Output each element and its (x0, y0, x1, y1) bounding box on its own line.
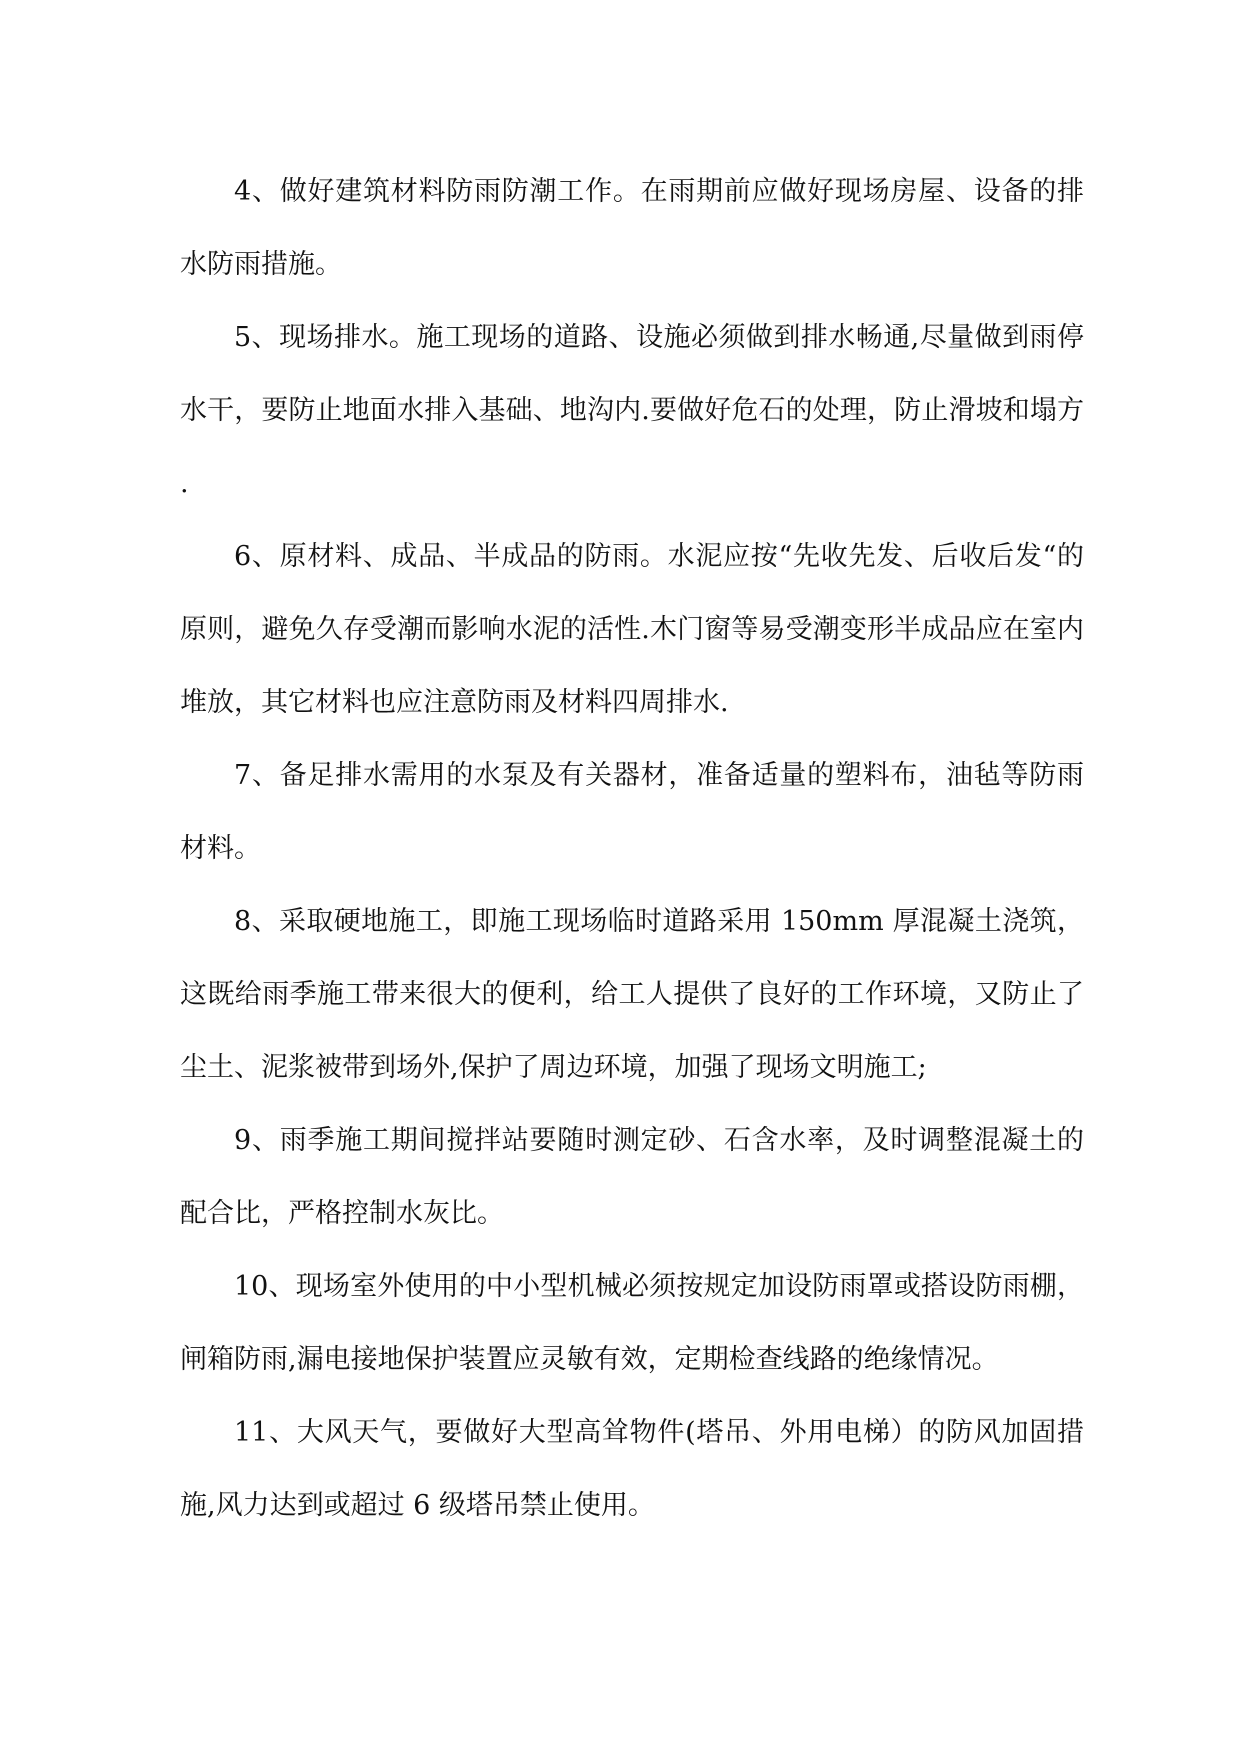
paragraph-item-8: 8、采取硬地施工，即施工现场临时道路采用 150mm 厚混凝土浇筑，这既给雨季施工带来很大的便利，给工人提供了良好的工作环境，又防止了尘土、泥浆被带到场外,保护了周边环境，加强了现场文明施工; (180, 906, 1084, 1083)
paragraph-item-9: 9、雨季施工期间搅拌站要随时测定砂、石含水率，及时调整混凝土的配合比，严格控制水灰比。 (180, 1125, 1084, 1229)
paragraph-item-6: 6、原材料、成品、半成品的防雨。水泥应按“先收先发、后收后发“的原则，避免久存受潮而影响水泥的活性.木门窗等易受潮变形半成品应在室内堆放，其它材料也应注意防雨及材料四周排水. (180, 541, 1084, 718)
paragraph-item-5: 5、现场排水。施工现场的道路、设施必须做到排水畅通,尽量做到雨停水干，要防止地面水排入基础、地沟内.要做好危石的处理，防止滑坡和塌方. (180, 322, 1084, 499)
paragraph-item-11: 11、大风天气，要做好大型高耸物件(塔吊、外用电梯）的防风加固措施,风力达到或超过 6 级塔吊禁止使用。 (180, 1417, 1084, 1521)
document-body (180, 155, 1084, 1542)
paragraph-item-4: 4、做好建筑材料防雨防潮工作。在雨期前应做好现场房屋、设备的排水防雨措施。 (180, 176, 1084, 280)
paragraph-item-10: 10、现场室外使用的中小型机械必须按规定加设防雨罩或搭设防雨棚，闸箱防雨,漏电接地保护装置应灵敏有效，定期检查线路的绝缘情况。 (180, 1271, 1084, 1375)
paragraph-item-7: 7、备足排水需用的水泵及有关器材，准备适量的塑料布，油毡等防雨材料。 (180, 760, 1084, 864)
